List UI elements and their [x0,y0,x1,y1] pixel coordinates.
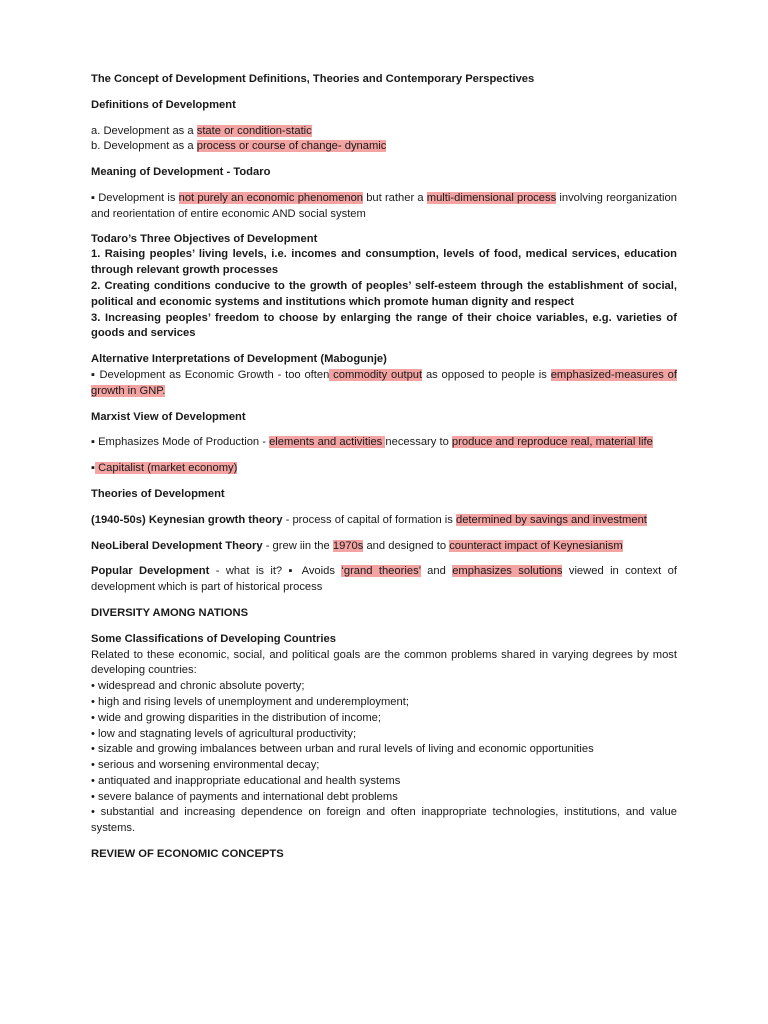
meaning-text-3: involving reorganization and reorientation of entire economic AND social system [91,191,677,220]
objective-item-2: 2. Creating conditions conducive to the growth of peoples’ self-esteem through the establishment of social, political and economic systems and institutions which promote human dignity and respect [91,279,677,308]
definition-b-highlight: process or course of change- dynamic [196,140,387,153]
meaning-text-1: ▪ Development is [91,191,179,204]
popular-text-1: - what is it? ▪ Avoids [209,565,342,578]
popular-text-2: and [420,565,453,578]
document-title: The Concept of Development Definitions, Theories and Contemporary Perspectives [91,73,535,85]
popular-title: Popular Development [91,565,210,578]
marxist-heading: Marxist View of Development [91,410,246,423]
diversity-intro: Related to these economic, social, and political goals are the common problems shared in varying degrees by most developing countries: [91,648,677,677]
diversity-bullet: • antiquated and inappropriate educational and health systems [91,774,401,787]
keynesian-title: (1940-50s) Keynesian growth theory [91,513,283,526]
keynesian-paragraph [91,513,677,529]
neoliberal-text-2: and designed to [363,539,450,552]
alternative-heading: Alternative Interpretations of Development (Mabogunje) [91,353,387,366]
diversity-subheading: Some Classifications of Developing Countries [91,632,336,645]
diversity-bullet: • serious and worsening environmental decay; [91,759,320,772]
neoliberal-title: NeoLiberal Development Theory [91,539,263,552]
popular-text-3: viewed in context of development which is part of historical process [91,565,677,594]
marxist-bullet-2-marker: ▪ [91,462,95,475]
definition-a-highlight: state or condition-static [196,124,312,137]
review-heading: REVIEW OF ECONOMIC CONCEPTS [91,848,284,861]
alternative-highlight-1: commodity output [329,368,423,381]
objective-item-3: 3. Increasing peoples’ freedom to choose by enlarging the range of their choice variables, e.g. varieties of goods and services [91,311,677,340]
diversity-bullet: • high and rising levels of unemployment and underemployment; [91,695,409,708]
definition-b [91,139,677,155]
neoliberal-text-1: - grew iin the [262,539,333,552]
diversity-bullet: • severe balance of payments and international debt problems [91,790,398,803]
diversity-bullet: • widespread and chronic absolute poverty; [91,680,305,693]
meaning-paragraph [91,191,677,223]
neoliberal-highlight-1: 1970s [332,539,364,552]
alternative-highlight-2: emphasized-measures of growth in GNP. [91,368,678,397]
diversity-bullet: • sizable and growing imbalances between urban and rural levels of living and economic opportunities [91,743,594,756]
marxist-highlight-2: produce and reproduce real, material life [451,436,653,449]
alternative-text-1: ▪ Development as Economic Growth - too often [91,368,330,381]
alternative-text-2: as opposed to people is [422,368,551,381]
marxist-bullet-2-highlight: Capitalist (market economy) [94,462,238,475]
meaning-highlight-1: not purely an economic phenomenon [178,191,364,204]
diversity-bullet: • substantial and increasing dependence on foreign and often inappropriate technologies, institutions, and value systems. [91,806,677,835]
definition-b-prefix: b. Development as a [91,140,197,153]
definition-a [91,124,677,140]
neoliberal-highlight-2: counteract impact of Keynesianism [449,539,623,552]
diversity-bullet: • low and stagnating levels of agricultural productivity; [91,727,357,740]
marxist-highlight-1: elements and activities [269,436,386,449]
meaning-highlight-2: multi-dimensional process [426,191,557,204]
diversity-heading: DIVERSITY AMONG NATIONS [91,606,249,619]
popular-highlight-2: emphasizes solutions [452,565,563,578]
meaning-text-2: but rather a [363,191,427,204]
neoliberal-paragraph [91,539,677,555]
popular-highlight-1: ‘grand theories’ [341,565,421,578]
marxist-bullet-2 [91,461,677,477]
objectives-heading: Todaro’s Three Objectives of Development [91,232,318,245]
definitions-heading: Definitions of Development [91,98,236,111]
marxist-paragraph [91,435,677,451]
marxist-text-1: ▪ Emphasizes Mode of Production - [91,436,270,449]
keynesian-highlight: determined by savings and investment [455,513,647,526]
popular-paragraph [91,564,677,596]
keynesian-text: - process of capital of formation is [282,513,456,526]
marxist-text-2: necessary to [385,436,452,449]
alternative-paragraph [91,368,677,400]
diversity-bullet: • wide and growing disparities in the distribution of income; [91,711,381,724]
objective-item-1: 1. Raising peoples’ living levels, i.e. incomes and consumption, levels of food, medical services, education through relevant growth processes [91,248,677,277]
theories-heading: Theories of Development [91,487,225,500]
meaning-heading: Meaning of Development - Todaro [91,166,271,179]
definition-a-prefix: a. Development as a [91,124,197,137]
